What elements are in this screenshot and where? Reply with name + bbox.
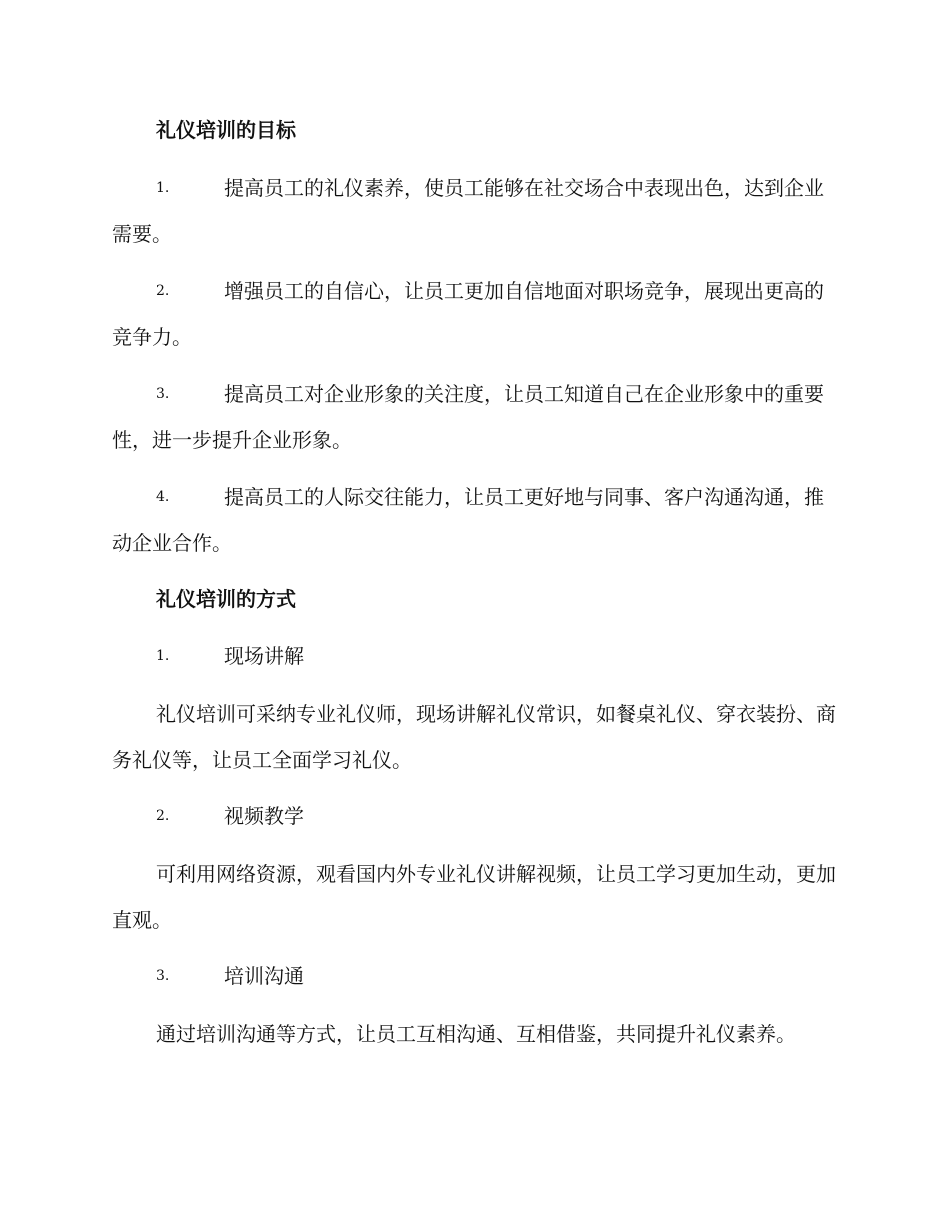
method-title-text: 培训沟通 [224,964,304,988]
method-number: 2. [156,808,170,824]
goal-item [112,474,836,566]
method-description: 礼仪培训可采纳专业礼仪师，现场讲解礼仪常识，如餐桌礼仪、穿衣装扮、商务礼仪等，让员工全面学习礼仪。 [112,702,836,772]
method-number: 3. [156,968,170,984]
method-title-text: 视频教学 [224,804,304,828]
method-title [112,954,836,998]
goal-number: 3. [156,386,170,402]
document-content [112,108,836,1068]
section-heading-methods: 礼仪培训的方式 [156,587,296,611]
method-title-text: 现场讲解 [224,644,304,668]
goal-item [112,165,836,257]
method-description: 通过培训沟通等方式，让员工互相沟通、互相借鉴，共同提升礼仪素养。 [156,1022,796,1046]
goal-text: 提高员工的人际交往能力，让员工更好地与同事、客户沟通沟通，推动企业合作。 [112,485,824,555]
goal-number: 4. [156,489,170,505]
goal-text: 提高员工的礼仪素养，使员工能够在社交场合中表现出色，达到企业需要。 [112,176,824,246]
section-heading-goals: 礼仪培训的目标 [156,118,296,142]
goal-item [112,371,836,463]
goal-text: 提高员工对企业形象的关注度，让员工知道自己在企业形象中的重要性，进一步提升企业形象。 [112,382,824,452]
goal-text: 增强员工的自信心，让员工更加自信地面对职场竞争，展现出更高的竞争力。 [112,279,824,349]
method-title [112,634,836,678]
goal-number: 2. [156,283,170,299]
method-description: 可利用网络资源，观看国内外专业礼仪讲解视频，让员工学习更加生动，更加直观。 [112,862,836,932]
goal-item [112,268,836,360]
goal-number: 1. [156,180,170,196]
method-title [112,794,836,838]
method-number: 1. [156,648,170,664]
